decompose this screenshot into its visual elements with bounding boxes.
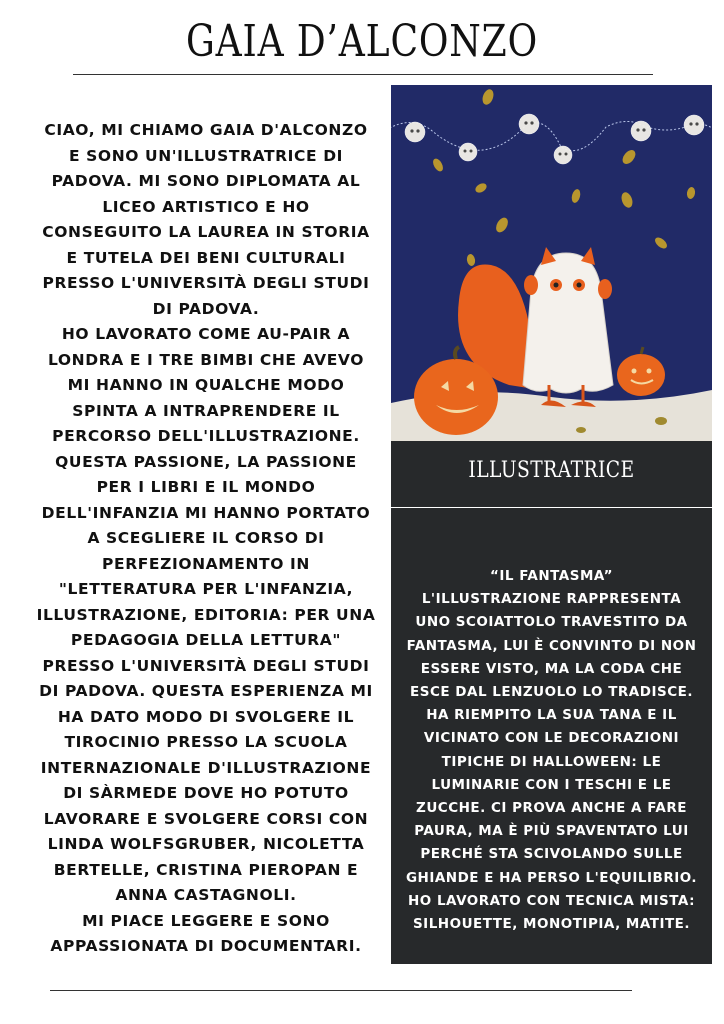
bio-line: A SCEGLIERE IL CORSO DI [87,529,325,547]
description-line: PERCHÉ STA SCIVOLANDO SULLE [420,846,683,863]
bio-line: E TUTELA DEI BENI CULTURALI [66,248,346,267]
bio-line: ANNA CASTAGNOLI. [115,886,297,904]
description-line: SILHOUETTE, MONOTIPIA, MATITE. [412,916,691,933]
description-line: ZUCCHE. CI PROVA ANCHE A FARE [416,800,687,817]
bio-line: PERFEZIONAMENTO IN [102,554,310,573]
bio-line: LINDA WOLFSGRUBER, NICOLETTA [47,835,365,853]
description-line: TIPICHE DI HALLOWEEN: LE [441,753,662,770]
bio-line: "LETTERATURA PER L'INFANZIA, [58,580,354,598]
bio-line: DI PADOVA. [152,299,260,318]
bio-line: QUESTA PASSIONE, LA PASSIONE [55,452,357,471]
bio-line: HA DATO MODO DI SVOLGERE IL [57,707,355,726]
bio-line: DI SÀRMEDE DOVE HO POTUTO [63,784,349,802]
description-line: HO LAVORATO CON TECNICA MISTA: [407,892,695,909]
bio-line: TIROCINIO PRESSO LA SCUOLA [64,733,348,751]
bio-line: LICEO ARTISTICO E HO [102,197,310,216]
artwork-description [395,565,708,936]
description-line: PAURA, MA È PIÙ SPAVENTATO LUI [414,823,689,840]
bio-text [30,118,382,960]
artwork-image [391,85,712,441]
bio-line: LONDRA E I TRE BIMBI CHE AVEVO [47,350,365,369]
bio-line: PEDAGOGIA DELLA LETTURA" [70,631,342,649]
description-line: LUMINARIE CON I TESCHI E LE [431,776,672,793]
bio-line: PER I LIBRI E IL MONDO [96,478,316,496]
bio-line: APPASSIONATA DI DOCUMENTARI. [50,937,362,955]
bio-line: CIAO, MI CHIAMO GAIA D'ALCONZO [44,121,368,139]
description-line: VICINATO CON LE DECORAZIONI [423,730,680,747]
bottom-divider [50,990,632,991]
top-divider [73,74,653,75]
bio-line: PADOVA. MI SONO DIPLOMATA AL [51,172,361,190]
description-line: “IL FANTASMA” [490,568,613,584]
bio-line: LAVORARE E SVOLGERE CORSI CON [43,809,369,828]
description-line: HA RIEMPITO LA SUA TANA E IL [426,707,677,724]
bio-line: CONSEGUITO LA LAUREA IN STORIA [42,223,370,241]
bio-line: PERCORSO DELL'ILLUSTRAZIONE. [52,427,360,445]
description-line: GHIANDE E HA PERSO L'EQUILIBRIO. [405,869,698,886]
bio-line: BERTELLE, CRISTINA PIEROPAN E [53,860,359,879]
bio-line: HO LAVORATO COME AU-PAIR A [61,325,351,343]
bio-line: INTERNAZIONALE D'ILLUSTRAZIONE [40,758,372,777]
panel-divider [391,507,712,508]
bio-line: E SONO UN'ILLUSTRATRICE DI [68,146,344,165]
description-line: FANTASMA, LUI È CONVINTO DI NON [406,637,697,654]
bio-line: PRESSO L'UNIVERSITÀ DEGLI STUDI [42,274,370,292]
bio-line: SPINTA A INTRAPRENDERE IL [72,401,340,420]
description-line: UNO SCOIATTOLO TRAVESTITO DA [415,614,688,631]
role-label: ILLUSTRATRICE [468,458,635,483]
bio-line: MI HANNO IN QUALCHE MODO [67,376,345,394]
bio-line: PRESSO L'UNIVERSITÀ DEGLI STUDI [42,656,370,675]
description-line: ESSERE VISTO, MA LA CODA CHE [420,660,683,677]
description-line: L'ILLUSTRAZIONE RAPPRESENTA [421,591,682,608]
bio-line: ILLUSTRAZIONE, EDITORIA: PER UNA [36,605,376,624]
description-line: ESCE DAL LENZUOLO LO TRADISCE. [410,684,693,701]
bio-line: DELL'INFANZIA MI HANNO PORTATO [41,503,371,522]
bio-line: MI PIACE LEGGERE E SONO [82,911,330,930]
page-title: GAIA D’ALCONZO [186,16,538,67]
bio-line: DI PADOVA. QUESTA ESPERIENZA MI [39,682,373,700]
